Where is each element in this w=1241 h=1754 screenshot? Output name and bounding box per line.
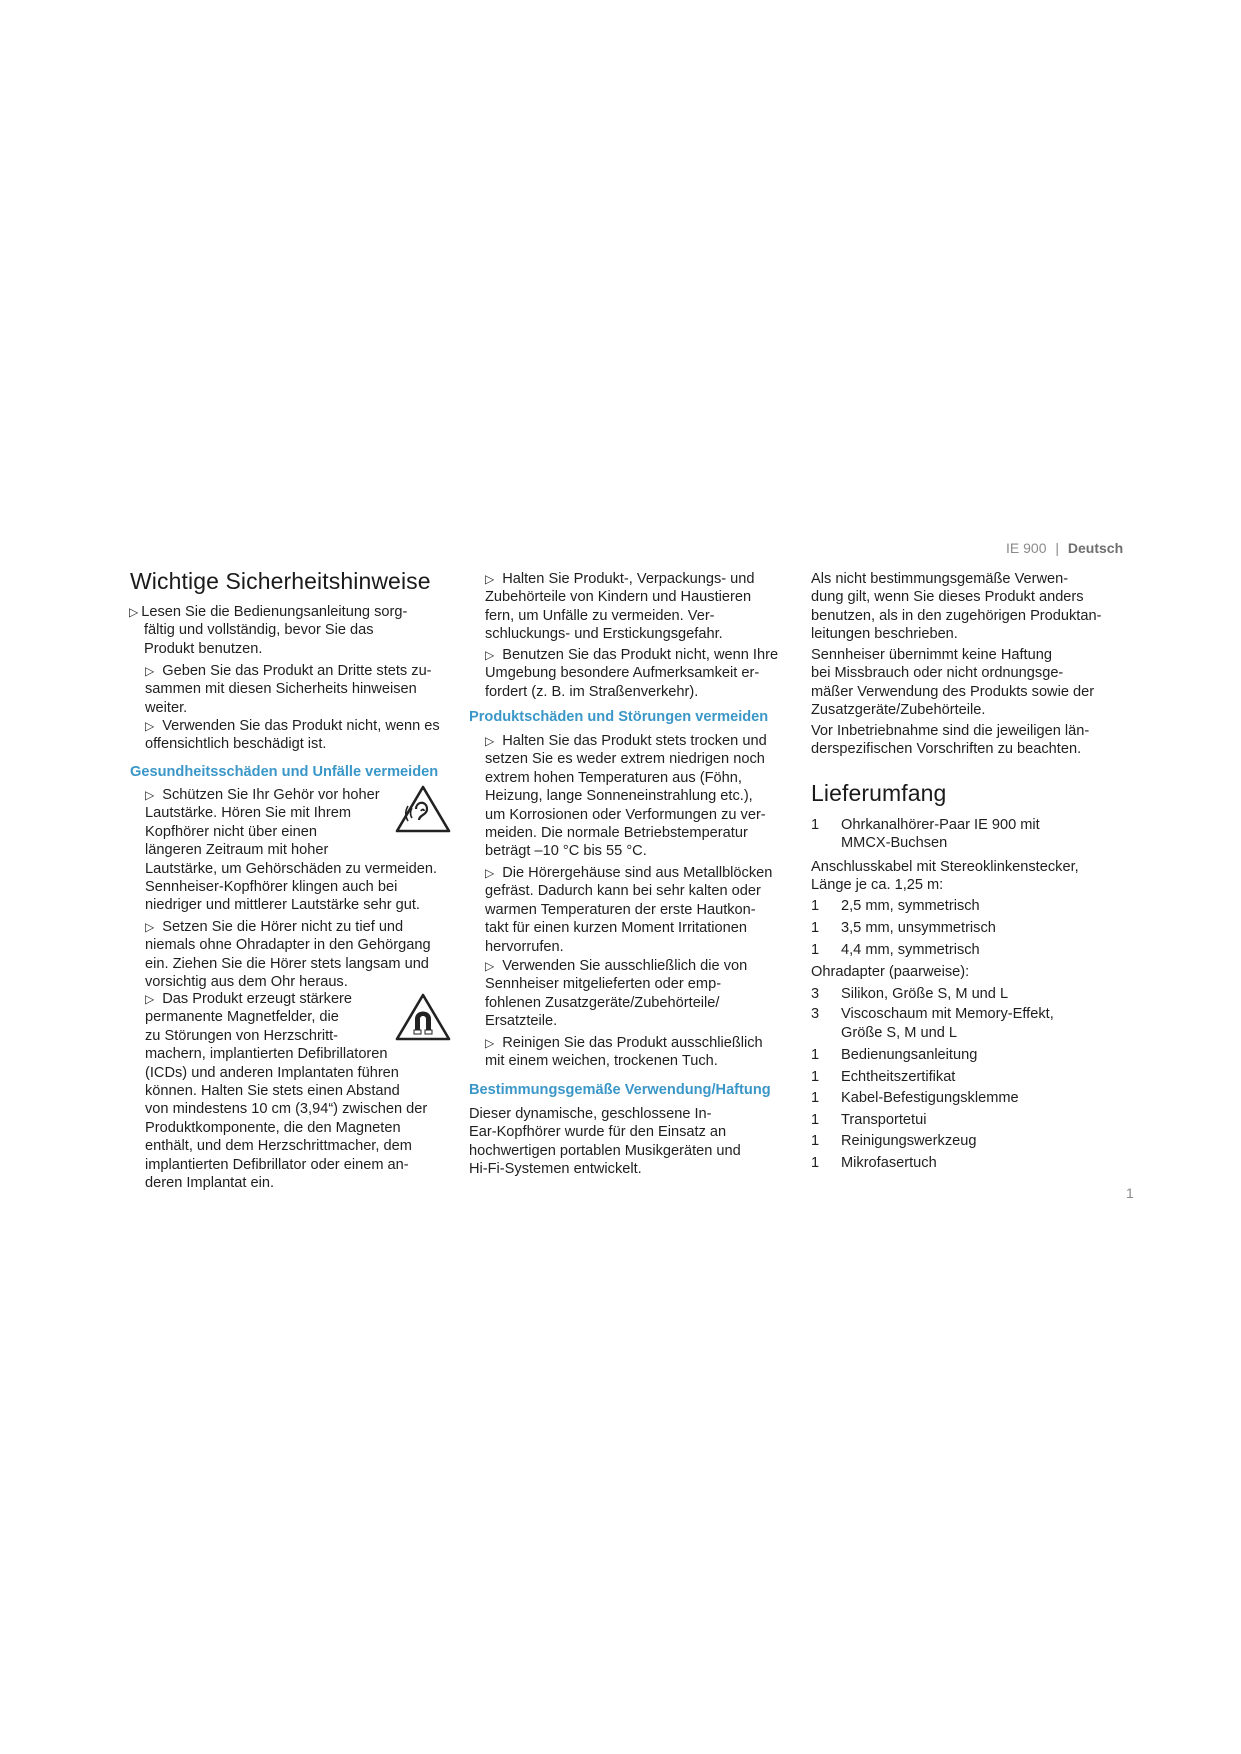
col1-bullet3: ▷ Schützen Sie Ihr Gehör vor hoher Lautstärke. Hören Sie mit Ihrem Kopfhörer nicht über einen längeren Zeitraum mit hoher Lautstärke, um Gehörschäden zu vermeiden. Sennheiser-Kopfhörer klingen auch bei niedriger und mittlerer Lautstärke sehr gut. xyxy=(145,787,438,914)
list-item: 1 Bedienungsanleitung xyxy=(811,1047,978,1063)
triangle-icon: ▷ xyxy=(145,788,155,802)
triangle-icon: ▷ xyxy=(485,1036,495,1050)
triangle-icon: ▷ xyxy=(485,648,495,662)
triangle-icon: ▷ xyxy=(485,959,495,973)
list-item: 3 Viscoschaum mit Memory-Effekt, Größe S, M und L xyxy=(811,1006,1054,1041)
col1-bullet1: ▷ Geben Sie das Produkt an Dritte stets zu- sammen mit diesen Sicherheits hinweisen weiter. xyxy=(145,663,432,716)
health-section-title: Gesundheitsschäden und Unfälle vermeiden xyxy=(130,764,439,780)
triangle-icon: ▷ xyxy=(145,992,155,1006)
adapter-list xyxy=(811,985,1054,1042)
adapter-intro: Ohradapter (paarweise): xyxy=(811,964,970,980)
list-item: 1 Reinigungswerkzeug xyxy=(811,1133,977,1150)
cable-intro: Anschlusskabel mit Stereoklinkenstecker, Länge je ca. 1,25 m: xyxy=(811,859,1079,894)
product-damage-section-title: Produktschäden und Störungen vermeiden xyxy=(469,709,769,725)
list-item: 1 Transportetui xyxy=(811,1111,927,1128)
triangle-icon: ▷ xyxy=(485,866,495,880)
hearing-warning-icon xyxy=(394,784,452,834)
triangle-icon: ▷ xyxy=(485,572,495,586)
page-number: 1 xyxy=(1126,1185,1134,1201)
col1-intro: ▷ Lesen Sie die Bedienungsanleitung sorg- fältig und vollständig, bevor Sie das Produkt benutzen. xyxy=(129,604,408,657)
accessory-list xyxy=(811,1046,1019,1172)
list-item: 1 4,4 mm, symmetrisch xyxy=(811,941,980,958)
triangle-icon: ▷ xyxy=(145,719,155,733)
magnet-warning-icon xyxy=(394,992,452,1042)
intended-use-section-title: Bestimmungsgemäße Verwendung/Haftung xyxy=(469,1082,771,1098)
col2-bullet6: ▷ Reinigen Sie das Produkt ausschließlich mit einem weichen, trockenen Tuch. xyxy=(485,1035,763,1070)
col3-para1: Als nicht bestimmungsgemäße Verwen- dung gilt, wenn Sie dieses Produkt anders benutzen, als in den zugehörigen Produktan- leitungen beschrieben. xyxy=(811,571,1102,643)
triangle-icon: ▷ xyxy=(145,664,155,678)
list-item: 3 Silikon, Größe S, M und L xyxy=(811,986,1009,1002)
col3-para2: Sennheiser übernimmt keine Haftung bei Missbrauch oder nicht ordnungsge- mäßer Verwendung des Produkts sowie der Zusatzgeräte/Zubehörteile. xyxy=(811,647,1095,719)
list-item: 1 Mikrofasertuch xyxy=(811,1154,937,1171)
triangle-icon: ▷ xyxy=(485,734,495,748)
delivery-item-earphones: 1 Ohrkanalhörer-Paar IE 900 mit MMCX-Buchsen xyxy=(811,817,1040,852)
col2-para: Dieser dynamische, geschlossene In- Ear-Kopfhörer wurde für den Einsatz an hochwertigen portablen Musikgeräten und Hi-Fi-Systemen entwickelt. xyxy=(469,1106,741,1178)
list-item: 1 2,5 mm, symmetrisch xyxy=(811,898,980,914)
col2-bullet4: ▷ Die Hörergehäuse sind aus Metallblöcken gefräst. Dadurch kann bei sehr kalten oder warmen Temperaturen der erste Hautkon- takt für einen kurzen Moment Irritationen hervorrufen. xyxy=(485,865,773,955)
col2-bullet3: ▷ Halten Sie das Produkt stets trocken und setzen Sie es weder extrem niedrigen noch extrem hohen Temperaturen aus (Föhn, Heizung, lange Sonneneinstrahlung etc.), um Korrosionen oder Verformungen zu ver- meiden. Die normale Betriebstemperatur beträgt –10 °C bis 55 °C. xyxy=(485,733,767,860)
header-model: IE 900 xyxy=(1006,540,1047,556)
col1-bullet4: ▷ Setzen Sie die Hörer nicht zu tief und niemals ohne Ohradapter in den Gehörgang ein. Ziehen Sie die Hörer stets langsam und vorsichtig aus dem Ohr heraus. xyxy=(145,919,431,991)
col1-bullet5: ▷ Das Produkt erzeugt stärkere permanente Magnetfelder, die zu Störungen von Herzschritt- machern, implantierten Defibrillatoren (ICDs) und anderen Implantaten führen können. Halten Sie stets einen Abstand von mindestens 10 cm (3,94“) zwischen der Produktkomponente, die den Magneten enthält, und dem Herzschrittmacher, dem implantierten Defibrillator oder einem an- deren Implantat ein. xyxy=(145,991,428,1192)
page-header xyxy=(1006,540,1123,556)
header-separator: | xyxy=(1055,540,1060,556)
col3-para3: Vor Inbetriebnahme sind die jeweiligen län- derspezifischen Vorschriften zu beachten. xyxy=(811,723,1090,758)
triangle-icon: ▷ xyxy=(129,605,139,619)
header-language: Deutsch xyxy=(1067,540,1124,556)
col1-bullet2: ▷ Verwenden Sie das Produkt nicht, wenn es offensichtlich beschädigt ist. xyxy=(145,718,440,753)
list-item: 1 Echtheitszertifikat xyxy=(811,1068,956,1085)
scope-of-delivery-title: Lieferumfang xyxy=(811,780,947,806)
list-item: 1 3,5 mm, unsymmetrisch xyxy=(811,919,996,936)
list-item: 1 Kabel-Befestigungsklemme xyxy=(811,1090,1019,1107)
col2-bullet5: ▷ Verwenden Sie ausschließlich die von Sennheiser mitgelieferten oder emp- fohlenen Zusatzgeräte/Zubehörteile/ Ersatzteile. xyxy=(485,958,748,1030)
triangle-icon: ▷ xyxy=(145,920,155,934)
cable-list xyxy=(811,897,996,959)
col2-bullet2: ▷ Benutzen Sie das Produkt nicht, wenn Ihre Umgebung besondere Aufmerksamkeit er- fordert (z. B. im Straßenverkehr). xyxy=(485,647,779,700)
col2-bullet1: ▷ Halten Sie Produkt-, Verpackungs- und Zubehörteile von Kindern und Haustieren fern, um Unfälle zu vermeiden. Ver- schluckungs- und Erstickungsgefahr. xyxy=(485,571,755,643)
safety-title: Wichtige Sicherheitshinweise xyxy=(130,568,431,594)
